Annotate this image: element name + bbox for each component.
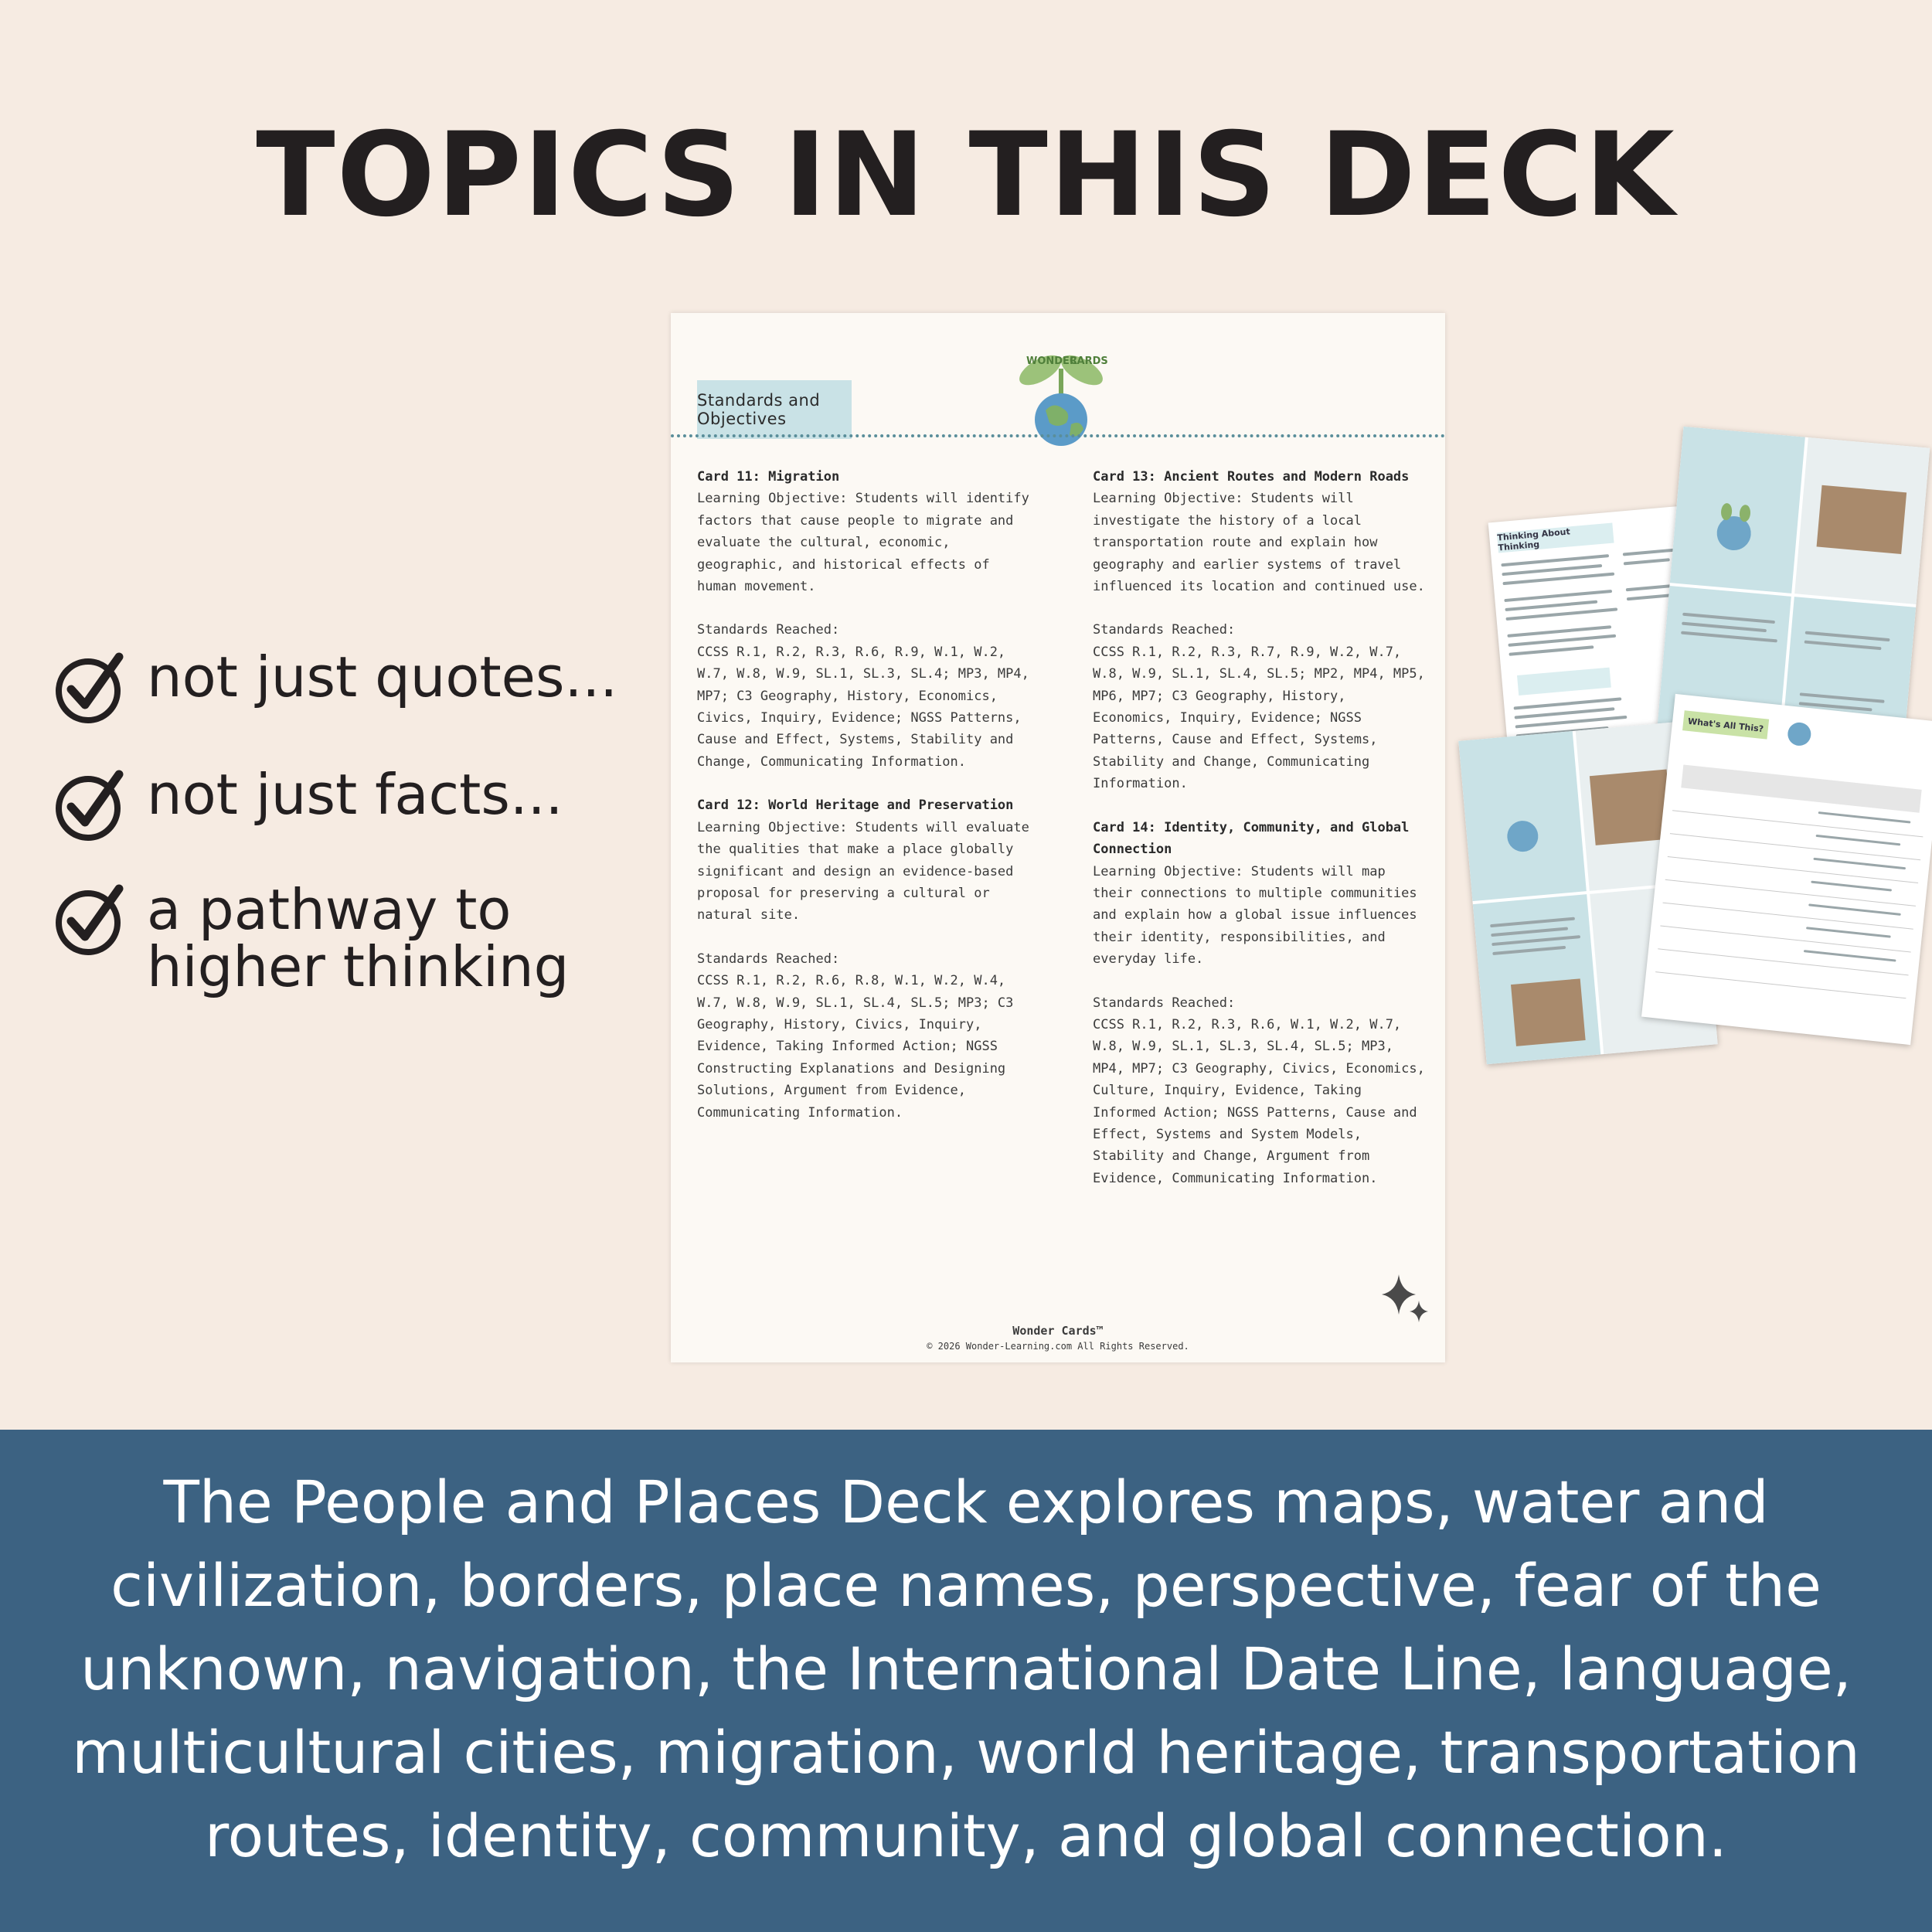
standards-list: CCSS R.1, R.2, R.6, R.8, W.1, W.2, W.4, W.7, W.8, W.9, SL.1, SL.4, SL.5; MP3; C3 Geography, History, Civics, Inquiry, Evidence, Taking Informed Action; NGSS Constructing Explanations and Designing Solutions, Argument from Evidence, Communicating Information. <box>697 973 1014 1121</box>
svg-text:CARDS: CARDS <box>1070 355 1108 367</box>
standards-list: CCSS R.1, R.2, R.3, R.6, R.9, W.1, W.2, W.7, W.8, W.9, SL.1, SL.3, SL.4; MP3, MP4, MP7; C3 Geography, History, Economics, Civics, Inquiry, Evidence; NGSS Patterns, Cause and Effect, Systems, Stability and Change, Communicating Information. <box>697 644 1029 770</box>
standards-list: CCSS R.1, R.2, R.3, R.6, W.1, W.2, W.7, W.8, W.9, SL.1, SL.3, SL.4, SL.5; MP3, MP4, MP7; C3 Geography, Civics, Economics, Culture, Inquiry, Evidence, Taking Informed Action; NGSS Patterns, Cause and Effect, Systems and System Models, Stability and Change, Argument from Evidence, Communicating Information. <box>1093 1016 1425 1186</box>
standards-label: Standards Reached: <box>1093 622 1236 638</box>
standards-label: Standards Reached: <box>697 951 840 967</box>
learning-objective: Learning Objective: Students will map their connections to multiple communities and explain how a global issue influences their identity, responsibilities, and everyday life. <box>1093 863 1417 968</box>
checklist-item <box>53 645 618 726</box>
checklist-item-text: a pathway to higher thinking <box>147 877 570 999</box>
deck-description: The People and Places Deck explores maps, water and civilization, borders, place names, perspective, fear of the unknown, navigation, the International Date Line, language, multicultural cities, migration, world heritage, transportation routes, identity, community, and global connection. <box>72 1468 1860 1870</box>
checklist-item-text: not just facts... <box>147 762 563 827</box>
card-objective-block <box>697 794 1037 1124</box>
dotted-divider <box>671 434 1445 437</box>
learning-objective: Learning Objective: Students will investigate the history of a local transportation route and explain how geography and earlier systems of travel influenced its location and continued use. <box>1093 491 1425 595</box>
check-circle-icon <box>53 881 130 958</box>
left-column <box>697 466 1037 1145</box>
right-column <box>1093 466 1433 1211</box>
learning-objective: Learning Objective: Students will evaluate the qualities that make a place globally significant and design an evidence-based proposal for preserving a cultural or natural site. <box>697 819 1029 923</box>
checklist-item <box>53 877 641 999</box>
check-circle-icon <box>53 767 130 844</box>
card-title: Card 14: Identity, Community, and Global Connection <box>1093 819 1410 858</box>
standards-list: CCSS R.1, R.2, R.3, R.7, R.9, W.2, W.7, W.8, W.9, SL.1, SL.4, SL.5; MP2, MP4, MP5, MP6, MP7; C3 Geography, History, Economics, Inquiry, Evidence; NGSS Patterns, Cause and Effect, Systems, Stability and Change, Communicating Information. <box>1093 644 1425 792</box>
page-headline: TOPICS IN THIS DECK <box>256 108 1676 243</box>
card-objective-block <box>697 466 1037 773</box>
standards-document-page <box>671 313 1445 1362</box>
footer-copyright: © 2026 Wonder-Learning.com All Rights Reserved. <box>927 1341 1189 1352</box>
card-title: Card 12: World Heritage and Preservation <box>697 798 1014 814</box>
card-objective-block <box>1093 817 1433 1190</box>
footer-brand: Wonder Cards™ <box>1012 1324 1104 1338</box>
standards-label: Standards Reached: <box>1093 995 1236 1011</box>
checklist-item <box>53 762 563 844</box>
preview-card-title: Thinking About Thinking <box>1497 523 1614 553</box>
sparkle-icon <box>1379 1271 1431 1324</box>
standards-label: Standards Reached: <box>697 622 840 638</box>
svg-text:WONDER: WONDER <box>1026 355 1077 367</box>
section-badge: Standards and Objectives <box>697 380 852 439</box>
card-objective-block <box>1093 466 1433 795</box>
card-title: Card 11: Migration <box>697 469 840 485</box>
learning-objective: Learning Objective: Students will identify factors that cause people to migrate and evaluate the cultural, economic, geographic, and historical effects of human movement. <box>697 491 1029 595</box>
preview-card-title: What's All This? <box>1682 710 1769 739</box>
checklist-item-text: not just quotes... <box>147 645 618 709</box>
document-footer <box>671 1324 1445 1352</box>
preview-card-collections <box>1641 694 1932 1045</box>
wonder-cards-globe-logo <box>1011 333 1111 449</box>
check-circle-icon <box>53 649 130 726</box>
card-title: Card 13: Ancient Routes and Modern Roads <box>1093 469 1410 485</box>
